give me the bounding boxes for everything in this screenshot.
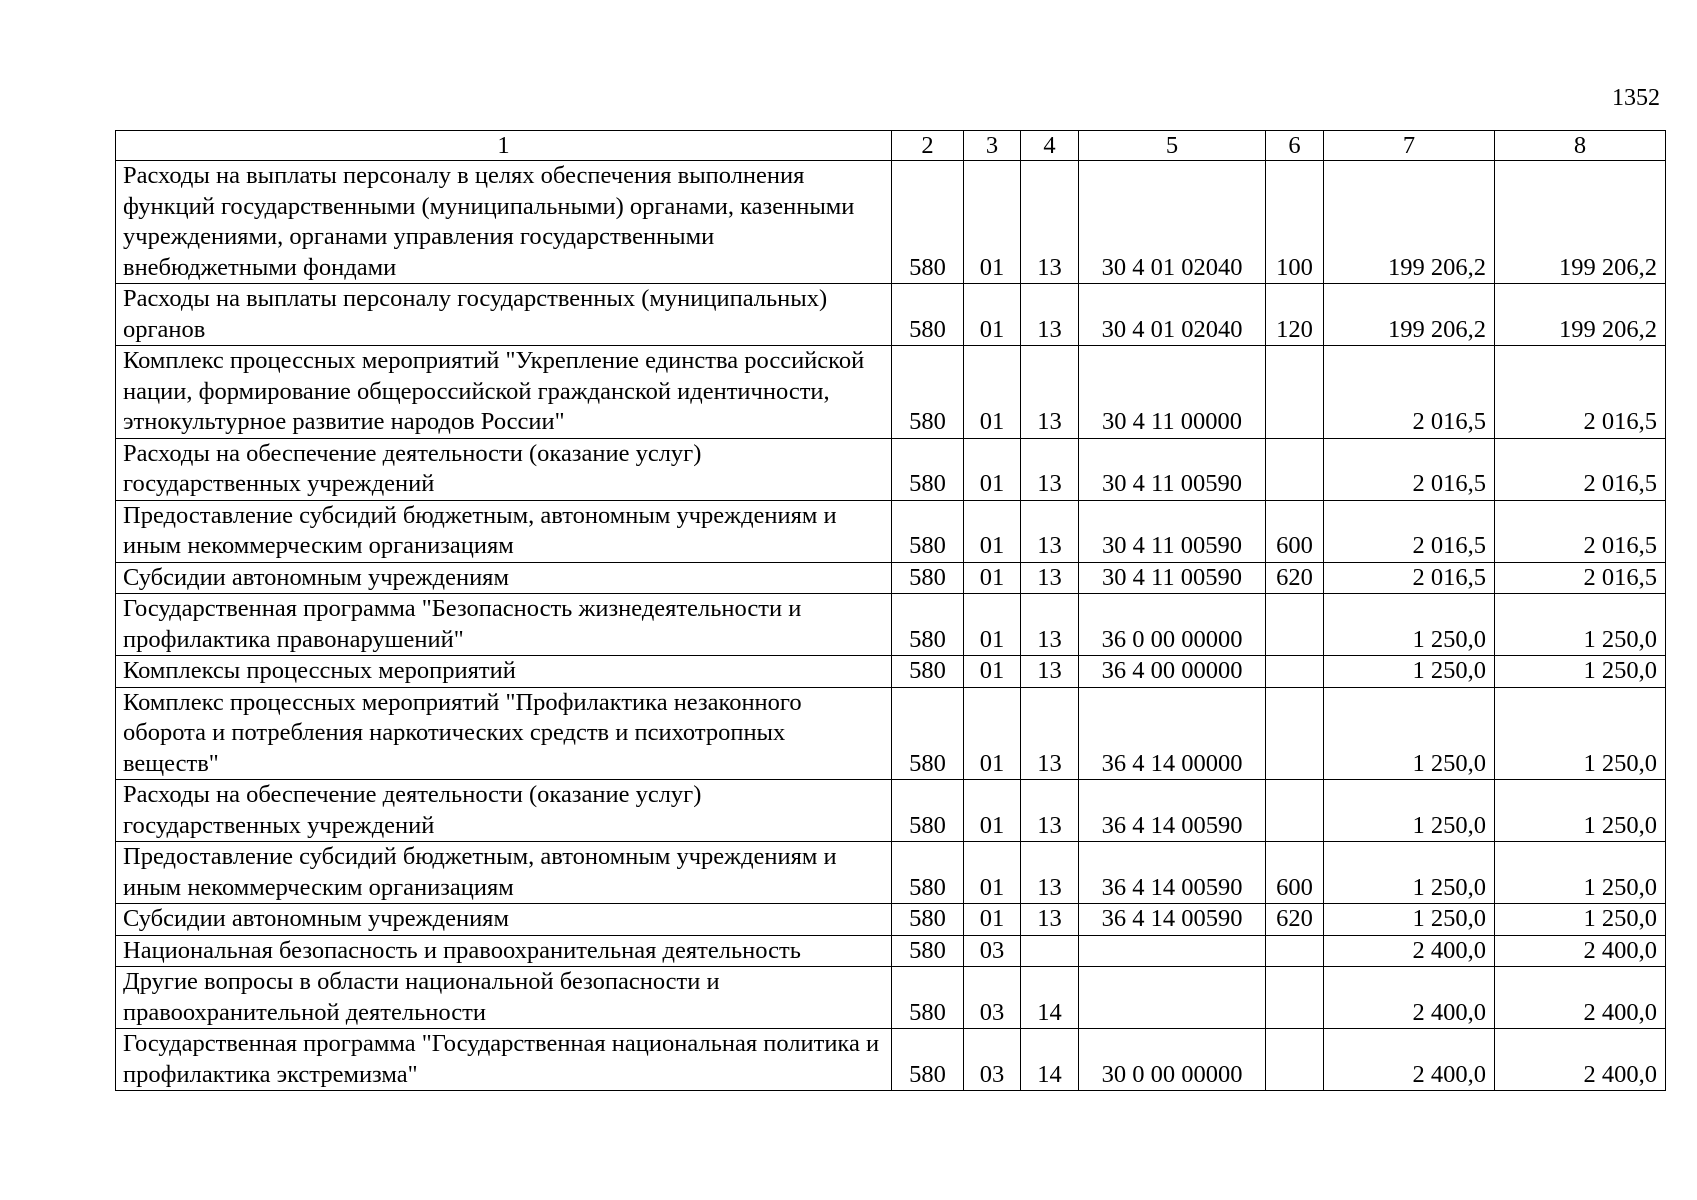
cell-col2: 580 [892, 562, 964, 594]
cell-col4: 13 [1021, 687, 1079, 780]
cell-col7: 2 400,0 [1324, 935, 1495, 967]
header-cell: 8 [1495, 131, 1666, 161]
cell-col3: 01 [964, 687, 1021, 780]
cell-col8: 2 016,5 [1495, 500, 1666, 562]
cell-col7: 2 016,5 [1324, 562, 1495, 594]
cell-col5: 30 4 01 02040 [1079, 161, 1266, 284]
table-row [116, 562, 1666, 594]
table-row [116, 594, 1666, 656]
row-name: Субсидии автономным учреждениям [116, 904, 892, 936]
cell-col4: 14 [1021, 1029, 1079, 1091]
cell-col6: 600 [1266, 842, 1324, 904]
budget-table [115, 130, 1666, 1091]
cell-col4: 13 [1021, 562, 1079, 594]
cell-col3: 03 [964, 1029, 1021, 1091]
cell-col8: 1 250,0 [1495, 656, 1666, 688]
cell-col2: 580 [892, 500, 964, 562]
table-row [116, 687, 1666, 780]
cell-col5 [1079, 967, 1266, 1029]
cell-col2: 580 [892, 687, 964, 780]
cell-col8: 2 400,0 [1495, 967, 1666, 1029]
cell-col3: 01 [964, 346, 1021, 439]
row-name: Предоставление субсидий бюджетным, автономным учреждениям и иным некоммерческим организациям [116, 842, 892, 904]
table-row [116, 656, 1666, 688]
cell-col5: 36 4 14 00590 [1079, 780, 1266, 842]
row-name: Расходы на выплаты персоналу государственных (муниципальных) органов [116, 284, 892, 346]
cell-col2: 580 [892, 284, 964, 346]
header-cell: 2 [892, 131, 964, 161]
cell-col7: 1 250,0 [1324, 842, 1495, 904]
cell-col5 [1079, 935, 1266, 967]
cell-col2: 580 [892, 656, 964, 688]
cell-col4: 13 [1021, 904, 1079, 936]
row-name: Комплекс процессных мероприятий "Профилактика незаконного оборота и потребления наркотических средств и психотропных веществ" [116, 687, 892, 780]
cell-col7: 2 400,0 [1324, 967, 1495, 1029]
cell-col7: 1 250,0 [1324, 656, 1495, 688]
cell-col3: 01 [964, 562, 1021, 594]
cell-col5: 30 4 11 00590 [1079, 500, 1266, 562]
cell-col2: 580 [892, 594, 964, 656]
cell-col8: 199 206,2 [1495, 284, 1666, 346]
cell-col4: 13 [1021, 284, 1079, 346]
cell-col2: 580 [892, 780, 964, 842]
cell-col4: 14 [1021, 967, 1079, 1029]
table-row [116, 346, 1666, 439]
cell-col2: 580 [892, 161, 964, 284]
header-row [116, 131, 1666, 161]
cell-col8: 2 016,5 [1495, 438, 1666, 500]
cell-col6 [1266, 346, 1324, 439]
cell-col7: 2 016,5 [1324, 438, 1495, 500]
cell-col2: 580 [892, 842, 964, 904]
row-name: Субсидии автономным учреждениям [116, 562, 892, 594]
cell-col6: 620 [1266, 562, 1324, 594]
cell-col8: 199 206,2 [1495, 161, 1666, 284]
table-row [116, 842, 1666, 904]
cell-col5: 36 4 14 00590 [1079, 904, 1266, 936]
cell-col8: 1 250,0 [1495, 780, 1666, 842]
cell-col8: 1 250,0 [1495, 594, 1666, 656]
cell-col3: 03 [964, 967, 1021, 1029]
cell-col4: 13 [1021, 346, 1079, 439]
header-cell: 3 [964, 131, 1021, 161]
cell-col7: 1 250,0 [1324, 594, 1495, 656]
cell-col4: 13 [1021, 780, 1079, 842]
cell-col8: 2 016,5 [1495, 346, 1666, 439]
row-name: Предоставление субсидий бюджетным, автономным учреждениям и иным некоммерческим организациям [116, 500, 892, 562]
header-cell: 7 [1324, 131, 1495, 161]
cell-col6 [1266, 656, 1324, 688]
cell-col8: 2 400,0 [1495, 935, 1666, 967]
cell-col3: 01 [964, 161, 1021, 284]
row-name: Государственная программа "Безопасность жизнедеятельности и профилактика правонарушений" [116, 594, 892, 656]
table-row [116, 904, 1666, 936]
cell-col6 [1266, 438, 1324, 500]
cell-col3: 01 [964, 656, 1021, 688]
cell-col6 [1266, 1029, 1324, 1091]
cell-col2: 580 [892, 438, 964, 500]
cell-col4: 13 [1021, 500, 1079, 562]
cell-col6 [1266, 780, 1324, 842]
cell-col5: 36 4 14 00590 [1079, 842, 1266, 904]
cell-col8: 1 250,0 [1495, 904, 1666, 936]
cell-col6: 120 [1266, 284, 1324, 346]
header-cell: 6 [1266, 131, 1324, 161]
cell-col6 [1266, 967, 1324, 1029]
cell-col5: 30 4 11 00590 [1079, 562, 1266, 594]
row-name: Комплексы процессных мероприятий [116, 656, 892, 688]
header-cell: 4 [1021, 131, 1079, 161]
row-name: Национальная безопасность и правоохранительная деятельность [116, 935, 892, 967]
table-row [116, 1029, 1666, 1091]
cell-col7: 199 206,2 [1324, 284, 1495, 346]
table-row [116, 935, 1666, 967]
cell-col7: 2 400,0 [1324, 1029, 1495, 1091]
cell-col4: 13 [1021, 594, 1079, 656]
cell-col5: 36 4 14 00000 [1079, 687, 1266, 780]
cell-col7: 1 250,0 [1324, 687, 1495, 780]
cell-col4: 13 [1021, 656, 1079, 688]
table-row [116, 500, 1666, 562]
cell-col7: 2 016,5 [1324, 346, 1495, 439]
cell-col2: 580 [892, 935, 964, 967]
table-row [116, 780, 1666, 842]
header-cell: 5 [1079, 131, 1266, 161]
cell-col6 [1266, 935, 1324, 967]
cell-col5: 30 4 11 00590 [1079, 438, 1266, 500]
cell-col2: 580 [892, 967, 964, 1029]
table-row [116, 284, 1666, 346]
cell-col3: 01 [964, 284, 1021, 346]
cell-col3: 03 [964, 935, 1021, 967]
cell-col8: 2 016,5 [1495, 562, 1666, 594]
row-name: Другие вопросы в области национальной безопасности и правоохранительной деятельности [116, 967, 892, 1029]
cell-col3: 01 [964, 594, 1021, 656]
row-name: Расходы на обеспечение деятельности (оказание услуг) государственных учреждений [116, 780, 892, 842]
cell-col4 [1021, 935, 1079, 967]
row-name: Государственная программа "Государственная национальная политика и профилактика экстремизма" [116, 1029, 892, 1091]
cell-col6 [1266, 687, 1324, 780]
cell-col7: 1 250,0 [1324, 904, 1495, 936]
header-cell: 1 [116, 131, 892, 161]
cell-col6: 100 [1266, 161, 1324, 284]
cell-col8: 1 250,0 [1495, 687, 1666, 780]
cell-col5: 36 0 00 00000 [1079, 594, 1266, 656]
cell-col4: 13 [1021, 842, 1079, 904]
cell-col2: 580 [892, 1029, 964, 1091]
cell-col4: 13 [1021, 438, 1079, 500]
cell-col3: 01 [964, 780, 1021, 842]
row-name: Расходы на выплаты персоналу в целях обеспечения выполнения функций государственными (муниципальными) органами, казенными учреждениями, органами управления государственными внебюджетными фондами [116, 161, 892, 284]
table-row [116, 161, 1666, 284]
cell-col2: 580 [892, 346, 964, 439]
cell-col4: 13 [1021, 161, 1079, 284]
cell-col7: 199 206,2 [1324, 161, 1495, 284]
cell-col7: 2 016,5 [1324, 500, 1495, 562]
cell-col7: 1 250,0 [1324, 780, 1495, 842]
table-row [116, 967, 1666, 1029]
cell-col5: 30 0 00 00000 [1079, 1029, 1266, 1091]
table-body [116, 161, 1666, 1091]
cell-col3: 01 [964, 842, 1021, 904]
cell-col5: 36 4 00 00000 [1079, 656, 1266, 688]
cell-col3: 01 [964, 500, 1021, 562]
cell-col6: 620 [1266, 904, 1324, 936]
cell-col5: 30 4 11 00000 [1079, 346, 1266, 439]
row-name: Расходы на обеспечение деятельности (оказание услуг) государственных учреждений [116, 438, 892, 500]
cell-col6: 600 [1266, 500, 1324, 562]
cell-col3: 01 [964, 438, 1021, 500]
cell-col8: 2 400,0 [1495, 1029, 1666, 1091]
cell-col2: 580 [892, 904, 964, 936]
cell-col8: 1 250,0 [1495, 842, 1666, 904]
page-number: 1352 [1612, 85, 1660, 111]
cell-col3: 01 [964, 904, 1021, 936]
row-name: Комплекс процессных мероприятий "Укрепление единства российской нации, формирование общероссийской гражданской идентичности, этнокультурное развитие народов России" [116, 346, 892, 439]
cell-col5: 30 4 01 02040 [1079, 284, 1266, 346]
table-row [116, 438, 1666, 500]
cell-col6 [1266, 594, 1324, 656]
